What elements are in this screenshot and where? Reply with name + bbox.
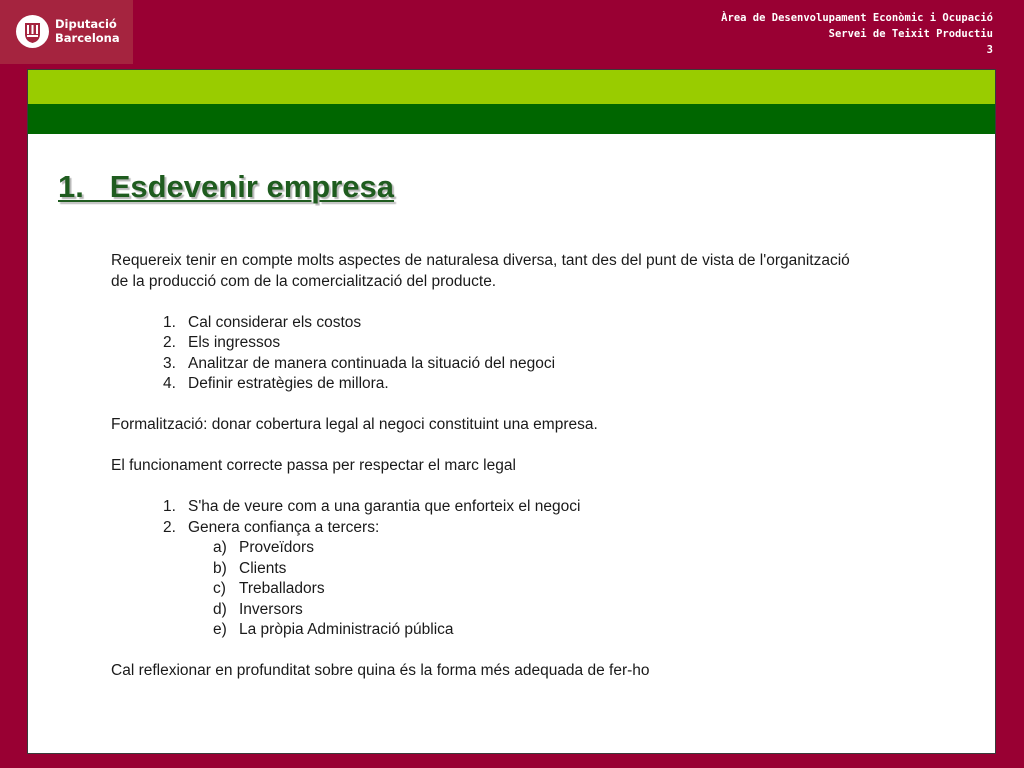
sublist-item <box>111 620 871 641</box>
list-text: Genera confiança a tercers: <box>188 518 380 536</box>
list-number: 1. <box>163 498 176 515</box>
list-text: S'ha de veure com a una garantia que enforteix el negoci <box>188 498 581 515</box>
funcionament-paragraph: El funcionament correcte passa per respectar el marc legal <box>111 457 516 474</box>
list-item <box>111 354 871 375</box>
list-item <box>111 313 871 334</box>
header-service: Servei de Teixit Productiu <box>828 28 993 40</box>
list-item <box>111 497 871 518</box>
sublist-letter: e) <box>213 621 227 638</box>
list-text: Definir estratègies de millora. <box>188 375 389 392</box>
list-item <box>111 374 871 395</box>
slide-panel <box>27 69 996 754</box>
band-light <box>28 70 995 104</box>
list-number: 2. <box>163 518 176 536</box>
sublist-letter: b) <box>213 559 227 577</box>
slide-title: 1. Esdevenir empresa <box>58 169 395 204</box>
logo-line-1: Diputació <box>55 17 117 31</box>
list-number: 1. <box>163 313 176 331</box>
list-number: 4. <box>163 375 176 392</box>
header-info <box>721 10 993 58</box>
logo-line-2: Barcelona <box>55 31 120 45</box>
logo-text <box>55 17 120 45</box>
sublist-item <box>111 579 871 600</box>
sublist-item <box>111 538 871 559</box>
diputacio-emblem-icon <box>16 15 49 48</box>
sublist-letter: d) <box>213 600 227 618</box>
list-item <box>111 518 871 539</box>
sublist-text: La pròpia Administració pública <box>239 621 454 638</box>
band-dark <box>28 104 995 134</box>
list-number: 2. <box>163 334 176 351</box>
closing-paragraph: Cal reflexionar en profunditat sobre quina és la forma més adequada de fer-ho <box>111 662 650 679</box>
logo <box>0 0 133 64</box>
intro-paragraph: Requereix tenir en compte molts aspectes de naturalesa diversa, tant des del punt de vista de l'organització de la producció com de la comercialització del producte. <box>111 252 850 290</box>
sublist-text: Treballadors <box>239 580 325 597</box>
list-number: 3. <box>163 354 176 372</box>
list-text: Cal considerar els costos <box>188 313 362 331</box>
sublist-letter: c) <box>213 580 226 597</box>
list-item <box>111 333 871 354</box>
sublist-letter: a) <box>213 539 227 556</box>
list-text: Els ingressos <box>188 334 281 351</box>
page-number: 3 <box>986 44 993 56</box>
formalitzacio-paragraph: Formalització: donar cobertura legal al negoci constituint una empresa. <box>111 416 598 433</box>
sublist-text: Clients <box>239 559 287 577</box>
sublist-item <box>111 559 871 580</box>
sublist-text: Proveïdors <box>239 539 314 556</box>
sublist-item <box>111 600 871 621</box>
slide-content <box>111 251 871 682</box>
sublist-text: Inversors <box>239 600 303 618</box>
header-department: Àrea de Desenvolupament Econòmic i Ocupació <box>721 12 993 24</box>
list-text: Analitzar de manera continuada la situació del negoci <box>188 354 556 372</box>
